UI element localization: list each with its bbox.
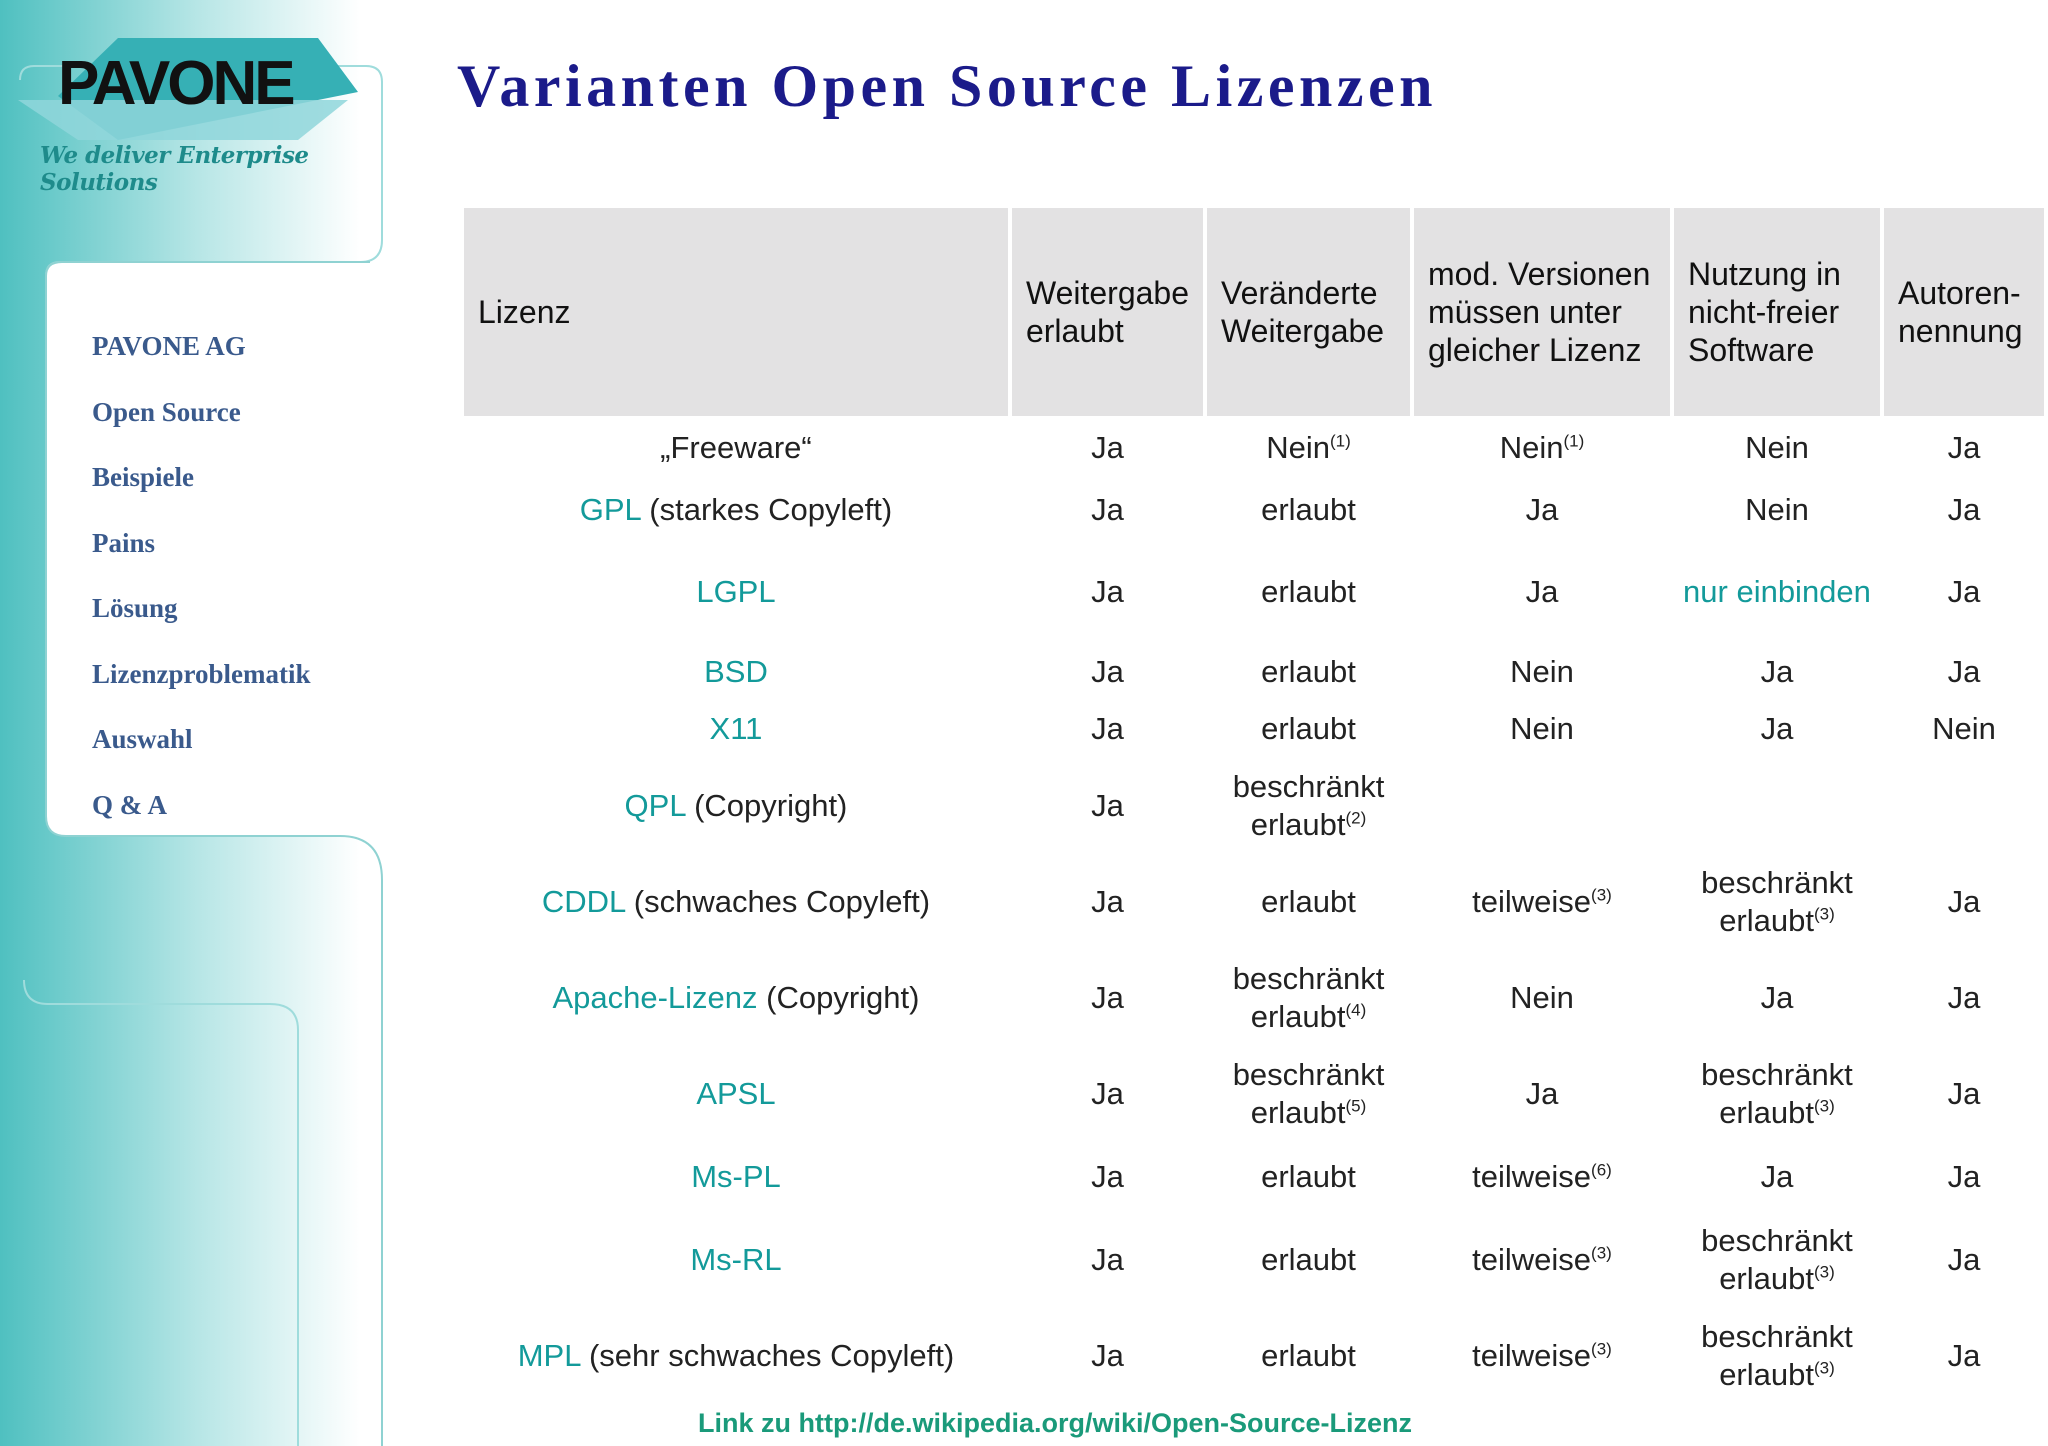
cell-value: beschränkt erlaubt: [1701, 1223, 1853, 1296]
logo-tagline: We deliver Enterprise Solutions: [40, 142, 309, 196]
footnote-marker: (5): [1345, 1096, 1367, 1116]
cell-value: Ja: [1091, 492, 1124, 527]
table-cell: [1414, 1142, 1670, 1212]
col-header-nicht-freie-software: Nutzung in nicht-freier Software: [1674, 208, 1880, 416]
cell-value: Nein: [1745, 430, 1809, 465]
table-cell: [1884, 1308, 2044, 1404]
table-cell: [1012, 1046, 1203, 1142]
license-link[interactable]: APSL: [696, 1076, 776, 1111]
table-cell: [1884, 644, 2044, 700]
license-link[interactable]: BSD: [704, 654, 768, 689]
table-row: [464, 644, 2044, 700]
table-cell: [1414, 1308, 1670, 1404]
table-cell: [1414, 1046, 1670, 1142]
license-name-cell: [464, 644, 1008, 700]
cell-value: erlaubt: [1261, 711, 1356, 746]
license-note: (Copyright): [766, 980, 920, 1015]
table-cell: [1207, 854, 1410, 950]
cell-value: Ja: [1091, 788, 1124, 823]
nav-item-loesung[interactable]: Lösung: [92, 593, 178, 623]
table-cell: [1207, 540, 1410, 644]
license-link[interactable]: MPL: [517, 1338, 581, 1373]
page-title: Varianten Open Source Lizenzen: [457, 53, 1438, 119]
cell-value: nur einbinden: [1683, 574, 1871, 609]
table-cell: [1674, 950, 1880, 1046]
table-cell: [1012, 1308, 1203, 1404]
cell-value: Ja: [1091, 884, 1124, 919]
table-cell: [1414, 480, 1670, 540]
table-row: [464, 1212, 2044, 1308]
table-cell: [1414, 758, 1670, 854]
table-cell: [1414, 644, 1670, 700]
table-cell: [1884, 1212, 2044, 1308]
table-cell: [1207, 1142, 1410, 1212]
license-link[interactable]: GPL: [579, 492, 641, 527]
cell-value: Nein: [1499, 430, 1564, 465]
license-name-cell: [464, 480, 1008, 540]
table-cell: [1884, 1046, 2044, 1142]
table-cell: [1674, 1142, 1880, 1212]
cell-value: Ja: [1091, 654, 1124, 689]
footnote-marker: (4): [1345, 1000, 1367, 1020]
table-cell: [1012, 480, 1203, 540]
footnote-marker: (1): [1563, 431, 1585, 451]
wikipedia-link[interactable]: [698, 1408, 1412, 1439]
cell-value: Ja: [1947, 574, 1981, 609]
cell-value: erlaubt: [1261, 884, 1356, 919]
table-cell: [1674, 540, 1880, 644]
cell-value: teilweise: [1472, 1159, 1592, 1194]
company-logo: [18, 30, 358, 196]
table-header-row: [464, 208, 2044, 416]
table-cell: [1414, 540, 1670, 644]
license-note: (schwaches Copyleft): [633, 884, 931, 919]
cell-value: beschränkt erlaubt: [1232, 961, 1385, 1034]
table-cell: [1012, 700, 1203, 758]
footnote-marker: (3): [1813, 1096, 1835, 1116]
license-name-cell: [464, 416, 1008, 480]
table-cell: [1012, 644, 1203, 700]
cell-value: erlaubt: [1261, 1159, 1356, 1194]
license-link[interactable]: Ms-RL: [690, 1242, 782, 1277]
table-cell: [1884, 1142, 2044, 1212]
cell-value: Ja: [1091, 1076, 1124, 1111]
cell-value: Nein: [1932, 711, 1996, 746]
cell-value: Ja: [1091, 430, 1124, 465]
table-row: [464, 1142, 2044, 1212]
license-name-cell: [464, 1308, 1008, 1404]
col-header-weitergabe: Weitergabe erlaubt: [1012, 208, 1203, 416]
footnote-marker: (3): [1591, 1243, 1612, 1263]
nav-item-qa[interactable]: Q & A: [92, 789, 168, 820]
col-header-lizenz: Lizenz: [464, 208, 1008, 416]
table-cell: [1884, 700, 2044, 758]
cell-value: Ja: [1760, 980, 1794, 1015]
table-row: [464, 854, 2044, 950]
table-cell: [1414, 950, 1670, 1046]
table-cell: [1884, 480, 2044, 540]
table-cell: [1674, 416, 1880, 480]
table-cell: [1207, 480, 1410, 540]
cell-value: erlaubt: [1261, 1338, 1356, 1373]
cell-value: Nein: [1266, 430, 1330, 465]
table-cell: [1012, 758, 1203, 854]
table-cell: [1012, 854, 1203, 950]
cell-value: Ja: [1091, 574, 1124, 609]
cell-value: Ja: [1947, 1076, 1981, 1111]
cell-value: Ja: [1091, 1242, 1124, 1277]
table-cell: [1414, 1212, 1670, 1308]
license-name-cell: [464, 854, 1008, 950]
nav-item-pains[interactable]: Pains: [92, 527, 156, 558]
table-cell: [1414, 854, 1670, 950]
table-row: [464, 1046, 2044, 1142]
cell-value: teilweise: [1472, 1242, 1592, 1277]
cell-value: teilweise: [1472, 1338, 1592, 1373]
table-cell: [1012, 1142, 1203, 1212]
table-cell: [1414, 416, 1670, 480]
license-name-cell: [464, 1046, 1008, 1142]
table-cell: [1884, 758, 2044, 854]
cell-value: Ja: [1091, 711, 1124, 746]
cell-value: Ja: [1760, 711, 1794, 746]
table-cell: [1207, 758, 1410, 854]
col-header-veraenderte-weitergabe: Veränderte Weitergabe: [1207, 208, 1410, 416]
cell-value: beschränkt erlaubt: [1701, 1319, 1853, 1392]
table-cell: [1674, 758, 1880, 854]
footnote-marker: (3): [1591, 1339, 1612, 1359]
nav-item-open-source[interactable]: Open Source: [92, 396, 241, 427]
table-cell: [1414, 700, 1670, 758]
table-cell: [1884, 540, 2044, 644]
cell-value: erlaubt: [1261, 654, 1356, 689]
cell-value: Ja: [1760, 1159, 1794, 1194]
license-note: (Copyright): [694, 788, 848, 823]
cell-value: beschränkt erlaubt: [1232, 1057, 1385, 1130]
table-cell: [1674, 1212, 1880, 1308]
footnote-marker: (3): [1591, 885, 1612, 905]
footnote-marker: (2): [1345, 808, 1367, 828]
cell-value: Ja: [1947, 884, 1981, 919]
cell-value: Ja: [1760, 654, 1794, 689]
nav-item-pavone-ag[interactable]: PAVONE AG: [92, 331, 246, 361]
table-cell: [1674, 700, 1880, 758]
table-cell: [1884, 416, 2044, 480]
col-header-gleiche-lizenz: mod. Versionen müssen unter gleicher Lizenz: [1414, 208, 1670, 416]
cell-value: erlaubt: [1261, 492, 1356, 527]
table-cell: [1207, 1212, 1410, 1308]
nav-item-beispiele[interactable]: Beispiele: [92, 462, 194, 492]
license-note: (sehr schwaches Copyleft): [588, 1338, 955, 1373]
col-header-autorennennung: Autoren-nennung: [1884, 208, 2044, 416]
table-row: [464, 1308, 2044, 1404]
license-link[interactable]: Ms-PL: [691, 1159, 781, 1194]
table-cell: [1012, 416, 1203, 480]
nav-item-lizenzproblematik[interactable]: Lizenzproblematik: [92, 658, 311, 689]
cell-value: Ja: [1947, 1242, 1981, 1277]
license-name-cell: [464, 758, 1008, 854]
table-row: [464, 758, 2044, 854]
cell-value: Ja: [1947, 430, 1981, 465]
license-name-cell: [464, 1142, 1008, 1212]
table-cell: [1207, 1308, 1410, 1404]
table-row: [464, 540, 2044, 644]
footnote-marker: (3): [1813, 1262, 1835, 1282]
table-cell: [1207, 950, 1410, 1046]
cell-value: Ja: [1947, 492, 1981, 527]
table-cell: [1207, 1046, 1410, 1142]
license-table: [460, 208, 2048, 1404]
footnote-marker: (6): [1591, 1160, 1612, 1180]
license-link[interactable]: X11: [709, 711, 763, 746]
logo-wordmark: PAVONE: [58, 49, 293, 118]
license-name: „Freeware“: [660, 430, 812, 465]
table-cell: [1884, 950, 2044, 1046]
cell-value: Nein: [1745, 492, 1809, 527]
table-cell: [1207, 416, 1410, 480]
cell-value: beschränkt erlaubt: [1701, 1057, 1853, 1130]
license-name-cell: [464, 950, 1008, 1046]
license-name-cell: [464, 700, 1008, 758]
footer-link-url[interactable]: http://de.wikipedia.org/wiki/Open-Source-Lizenz: [798, 1408, 1413, 1438]
footnote-marker: (1): [1330, 431, 1351, 451]
table-cell: [1207, 700, 1410, 758]
table-cell: [1674, 854, 1880, 950]
cell-value: Ja: [1525, 574, 1559, 609]
cell-value: Nein: [1510, 980, 1574, 1015]
license-name-cell: [464, 540, 1008, 644]
footer-link-prefix: Link zu: [698, 1408, 799, 1438]
license-note: (starkes Copyleft): [649, 492, 893, 527]
table-cell: [1207, 644, 1410, 700]
cell-value: erlaubt: [1261, 574, 1356, 609]
license-link[interactable]: CDDL: [541, 884, 626, 919]
nav-item-auswahl[interactable]: Auswahl: [92, 724, 193, 754]
table-row: [464, 950, 2044, 1046]
table-row: [464, 700, 2044, 758]
license-name-cell: [464, 1212, 1008, 1308]
sidebar-nav: [92, 328, 311, 852]
cell-value: Ja: [1091, 1338, 1124, 1373]
cell-value: Ja: [1091, 980, 1124, 1015]
cell-value: Nein: [1510, 711, 1574, 746]
cell-value: Ja: [1947, 1338, 1981, 1373]
license-link[interactable]: Apache-Lizenz: [552, 980, 758, 1015]
cell-value: beschränkt erlaubt: [1701, 865, 1853, 938]
table-cell: [1012, 540, 1203, 644]
table-cell: [1012, 950, 1203, 1046]
cell-value: Ja: [1947, 1159, 1981, 1194]
table-cell: [1674, 480, 1880, 540]
license-link[interactable]: LGPL: [696, 574, 776, 609]
table-cell: [1884, 854, 2044, 950]
cell-value: Ja: [1947, 654, 1981, 689]
cell-value: beschränkt erlaubt: [1232, 769, 1385, 842]
cell-value: erlaubt: [1261, 1242, 1356, 1277]
license-link[interactable]: QPL: [624, 788, 686, 823]
table-cell: [1674, 1308, 1880, 1404]
cell-value: Ja: [1091, 1159, 1124, 1194]
table-row: [464, 480, 2044, 540]
table-cell: [1012, 1212, 1203, 1308]
cell-value: Ja: [1947, 980, 1981, 1015]
cell-value: Ja: [1525, 1076, 1559, 1111]
footnote-marker: (3): [1813, 1358, 1835, 1378]
cell-value: Ja: [1525, 492, 1559, 527]
cell-value: teilweise: [1472, 884, 1592, 919]
footnote-marker: (3): [1813, 904, 1835, 924]
table-cell: [1674, 1046, 1880, 1142]
table-row: [464, 416, 2044, 480]
table-cell: [1674, 644, 1880, 700]
cell-value: Nein: [1510, 654, 1574, 689]
